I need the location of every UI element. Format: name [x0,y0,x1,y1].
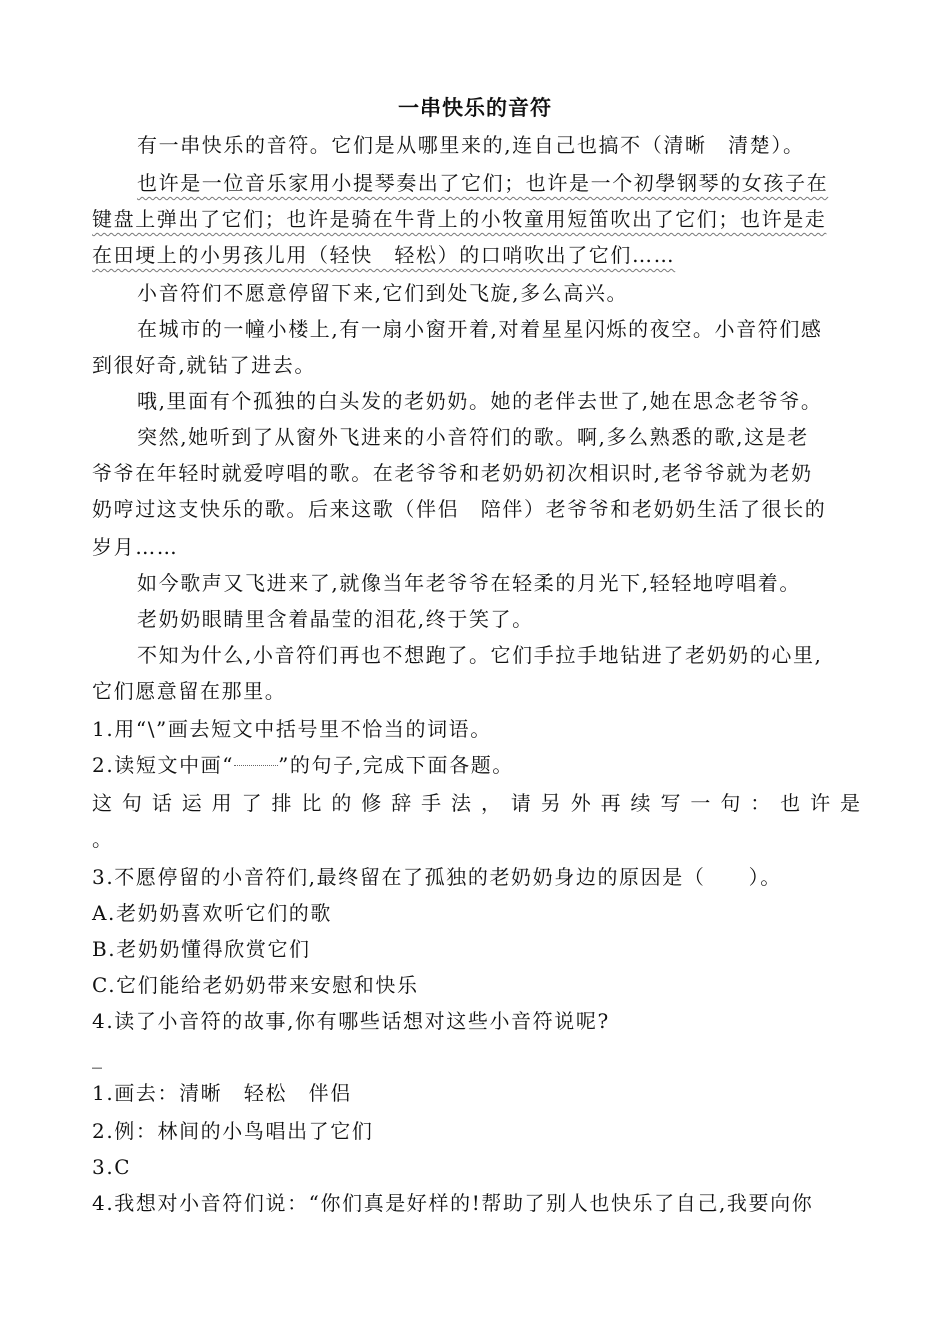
answer-3: 3.C [92,1155,132,1179]
wavy-line-sample-icon [234,764,278,766]
passage-paragraph-6-line-2: 爷爷在年轻时就爱哼唱的歌。在老爷爷和老奶奶初次相识时,老爷爷就为老奶 [92,461,813,485]
question-1: 1.用“\”画去短文中括号里不恰当的词语。 [92,717,492,741]
answer-4: 4.我想对小音符们说：“你们真是好样的!帮助了别人也快乐了自己,我要向你 [92,1191,814,1215]
passage-paragraph-8: 老奶奶眼睛里含着晶莹的泪花,终于笑了。 [137,607,534,631]
question-2-subquestion: 这句话运用了排比的修辞手法，请另外再续写一句：也许是 [92,791,860,815]
question-2-suffix: ”的句子,完成下面各题。 [278,753,514,777]
question-3-option-c: C.它们能给老奶奶带来安慰和快乐 [92,973,419,997]
question-4-answer-blank: _ [92,1045,104,1069]
passage-paragraph-9-line-2: 它们愿意留在那里。 [92,679,287,703]
passage-title: 一串快乐的音符 [398,96,552,120]
question-2-prefix: 2.读短文中画“ [92,753,235,777]
passage-paragraph-9-line-1: 不知为什么,小音符们再也不想跑了。它们手拉手地钻进了老奶奶的心里, [137,643,823,667]
question-3-option-b: B.老奶奶懂得欣赏它们 [92,937,311,961]
passage-paragraph-3: 小音符们不愿意停留下来,它们到处飞旋,多么高兴。 [137,281,629,305]
passage-wavy-line-3: 在田埂上的小男孩儿用（轻快 轻松）的口哨吹出了它们…… [92,243,676,267]
passage-paragraph-6-line-3: 奶哼过这支快乐的歌。后来这歌（伴侣 陪伴）老爷爷和老奶奶生活了很长的 [92,497,827,521]
passage-paragraph-7: 如今歌声又飞进来了,就像当年老爷爷在轻柔的月光下,轻轻地哼唱着。 [137,571,801,595]
passage-paragraph-6-line-4: 岁月…… [92,535,179,559]
question-4: 4.读了小音符的故事,你有哪些话想对这些小音符说呢? [92,1009,610,1033]
passage-wavy-line-1: 也许是一位音乐家用小提琴奏出了它们；也许是一个初學钢琴的女孩子在 [137,171,829,195]
passage-paragraph-1: 有一串快乐的音符。它们是从哪里来的,连自己也搞不（清晰 清楚）。 [137,133,805,157]
passage-wavy-line-2: 键盘上弹出了它们；也许是骑在牛背上的小牧童用短笛吹出了它们；也许是走 [92,207,827,231]
passage-paragraph-5: 哦,里面有个孤独的白头发的老奶奶。她的老伴去世了,她在思念老爷爷。 [137,389,823,413]
question-3-option-a: A.老奶奶喜欢听它们的歌 [92,901,333,925]
answer-1: 1.画去：清晰 轻松 伴侣 [92,1081,352,1105]
passage-paragraph-4-line-1: 在城市的一幢小楼上,有一扇小窗开着,对着星星闪烁的夜空。小音符们感 [137,317,823,341]
passage-paragraph-4-line-2: 到很好奇,就钻了进去。 [92,353,316,377]
question-2 [92,750,860,780]
answer-2: 2.例：林间的小鸟唱出了它们 [92,1119,374,1143]
question-2-subquestion-end: 。 [92,827,114,851]
passage-paragraph-6-line-1: 突然,她听到了从窗外飞进来的小音符们的歌。啊,多么熟悉的歌,这是老 [137,425,809,449]
question-3: 3.不愿停留的小音符们,最终留在了孤独的老奶奶身边的原因是（ ）。 [92,865,782,889]
